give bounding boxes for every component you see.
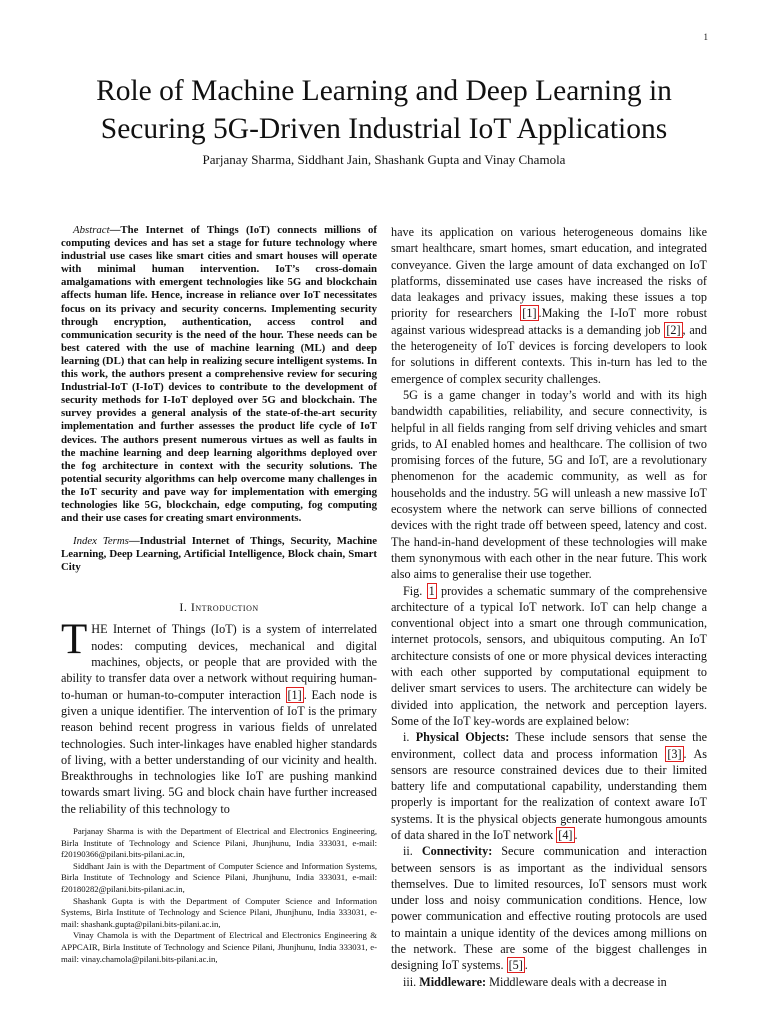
footnote-sharma: Parjanay Sharma is with the Department of Electrical and Electronics Engineering, Birla Institute of Technology and Science Pilani, Jhunjhunu, India 333031, e-mail: f20190366@pilani.bits-pilani.ac.in,	[61, 826, 377, 860]
body-paragraph-1	[391, 224, 707, 387]
intro-text: HE Internet of Things (IoT) is a system of interrelated nodes: computing devices, mechanical and digital machines, objects, or people that are provided with the ability to transfer data over a network without requiring human-to-human or human-to-computer interaction	[61, 622, 377, 702]
body-text: have its application on various heterogeneous domains like smart healthcare, smart homes, smart education, and integrated conveyance. Given the large amount of data exchanged on IoT platforms, disseminated use cases have increased the risks of data leakages and privacy issues, making these issues a top priority for researchers	[391, 225, 707, 321]
body-text: Fig.	[403, 583, 427, 598]
term-label: Connectivity:	[421, 844, 493, 859]
footnote-gupta: Shashank Gupta is with the Department of Computer Science and Information Systems, Birla Institute of Technology and Science Pilani, Jhunjhunu, India 333031, e-mail: shashank.gupta@pilani.bits-pilani.ac.in,	[61, 895, 377, 929]
body-paragraph-architecture	[391, 583, 707, 730]
intro-paragraph	[61, 616, 377, 817]
figure-link[interactable]: 1	[428, 583, 435, 598]
citation-link[interactable]: [1]	[522, 306, 537, 321]
body-text: .Making the I-IoT more robust against various widespread attacks is a demanding job	[391, 306, 707, 337]
body-text: These include sensors that sense the environment, collect data and process information	[391, 730, 707, 761]
citation-link[interactable]: [3]	[667, 746, 682, 761]
citation-link[interactable]: [5]	[508, 958, 523, 973]
list-item-connectivity	[391, 843, 707, 973]
body-text: .	[524, 958, 528, 973]
index-terms	[61, 535, 377, 574]
intro-text-cont: . Each node is given a unique identifier. The intervention of IoT is the primary reason behind recent progress in various fields of unrelated technologies. Such inter-linkages have enabled higher standards of living, with a better understanding of our vicinity and health. Breakthroughs in technologies like IoT are pushing mankind towards smart living. 5G and block chain have further increased the reliability of this technology to	[61, 687, 377, 816]
page-number: 1	[703, 32, 708, 42]
drop-cap: T	[61, 616, 88, 664]
abstract-text: —The Internet of Things (IoT) connects millions of computing devices and has set a stage for future technology where industrial use cases like smart cities and smart houses will operate with minimal human intervention. IoT’s cross-domain amalgamations with emergent technologies like 5G and blockchain affects human life. Hence, increase in reliance over IoT necessitates focus on its privacy and security concerns. Implementing security through encryption, authentication, access control and communication security is the need of the hour. These needs can be best catered with the use of machine learning (ML) and deep learning (DL) that can help in realizing secure intelligent systems. In this work, the authors present a comprehensive review for securing Industrial-IoT (I-IoT) devices to contribute to the development of security methods for I-IoT deployed over 5G and blockchain. The survey provides a general analysis of the state-of-the-art security implementation and further assesses the product life cycle of IoT devices. The authors present numerous virtues as well as faults in the machine learning and deep learning algorithms deployed over the fog architecture in context with the security solutions. The potential security algorithms can help overcome many challenges in the IoT security and pave way for implementation with emerging technologies like 5G, blockchain, edge computing, fog computing and their use cases for creating smart environments.	[61, 224, 377, 525]
footnote-chamola: Vinay Chamola is with the Department of Electrical and Electronics Engineering & APPCAIR, Birla Institute of Technology and Science Pilani, Jhunjhunu, India 333031, e-mail: vinay.chamola@pilani.bits-pilani.ac.in,	[61, 930, 377, 964]
author-list: Parjanay Sharma, Siddhant Jain, Shashank Gupta and Vinay Chamola	[202, 152, 566, 167]
body-text: , and the heterogeneity of IoT devices is forcing developers to look for solutions in different contexts. This in-turn has led to the emergence of complex security challenges.	[391, 322, 707, 386]
footnote-jain: Siddhant Jain is with the Department of Computer Science and Information Systems, Birla Institute of Technology and Science Pilani, Jhunjhunu, India 333031, e-mail: f20180282@pilani.bits-pilani.ac.in,	[61, 860, 377, 894]
term-label: Middleware:	[419, 974, 487, 989]
index-terms-text: —Industrial Internet of Things, Security, Machine Learning, Deep Learning, Artificial Intelligence, Block chain, Smart City	[61, 535, 377, 574]
index-terms-label: Index Terms	[73, 535, 129, 548]
citation-link[interactable]: [4]	[558, 827, 573, 842]
body-text: Middleware deals with a decrease in	[486, 974, 667, 989]
citation-link[interactable]: [2]	[666, 322, 681, 337]
list-number: iii.	[403, 974, 420, 989]
section-heading-introduction: I. Introduction	[179, 600, 259, 615]
body-text: provides a schematic summary of the comprehensive architecture of a typical IoT network. IoT can help change a conventional object into a smart one through communication, internet protocols, sensors, and ubiquitous computing. An IoT architecture consists of one or more physical devices interacting with each other supported by computational equipment to deliver smart services to users. The architecture can widely be divided into application, the network and perception layers. Some of the IoT key-words are explained below:	[391, 583, 708, 728]
list-number: i.	[403, 730, 416, 745]
abstract	[61, 224, 377, 525]
list-item-physical-objects	[391, 729, 707, 843]
list-item-middleware	[391, 974, 707, 990]
term-label: Physical Objects:	[415, 730, 510, 745]
body-text: Secure communication and interaction between sensors is as important as the individual sensors themselves. Due to limited resources, IoT sensors must work under loss and noisy communication conditions. Hence, low power communication and effective routing protocols are used to maintain a unique identity of the devices among millions on the network. These are some of the biggest challenges in designing IoT systems.	[391, 844, 707, 973]
list-number: ii.	[403, 844, 422, 859]
abstract-label: Abstract	[73, 224, 110, 236]
paper-title: Role of Machine Learning and Deep Learning in Securing 5G-Driven Industrial IoT Applications	[96, 75, 672, 145]
body-paragraph-5g: 5G is a game changer in today’s world and with its high bandwidth capabilities, reliability, and secure connectivity, is helpful in all fields ranging from self driving vehicles and smart grids, to AI enabled homes and healthcare. The collision of two promising forces of the future, 5G and IoT, are a revolutionary phenomenon for the academic community, as well as for households and the industry. 5G will unleash a new massive IoT ecosystem where the network can serve billions of connected devices with the right trade off between speed, latency and cost. The hand-in-hand development of these technologies will make them synonymous with each other in the near future. This work also aims to generalise their use together.	[391, 387, 707, 582]
body-text: .	[574, 827, 578, 842]
body-text: . As sensors are resource constrained devices due to their limited battery life and computational capability, understanding them properly is important for the realization of context aware IoT systems. It is the physical objects generate humongous amounts of data shared in the IoT network	[391, 746, 707, 842]
left-column	[61, 224, 377, 817]
right-column	[391, 224, 707, 990]
citation-link[interactable]: [1]	[287, 687, 302, 702]
author-footnotes	[61, 826, 377, 965]
